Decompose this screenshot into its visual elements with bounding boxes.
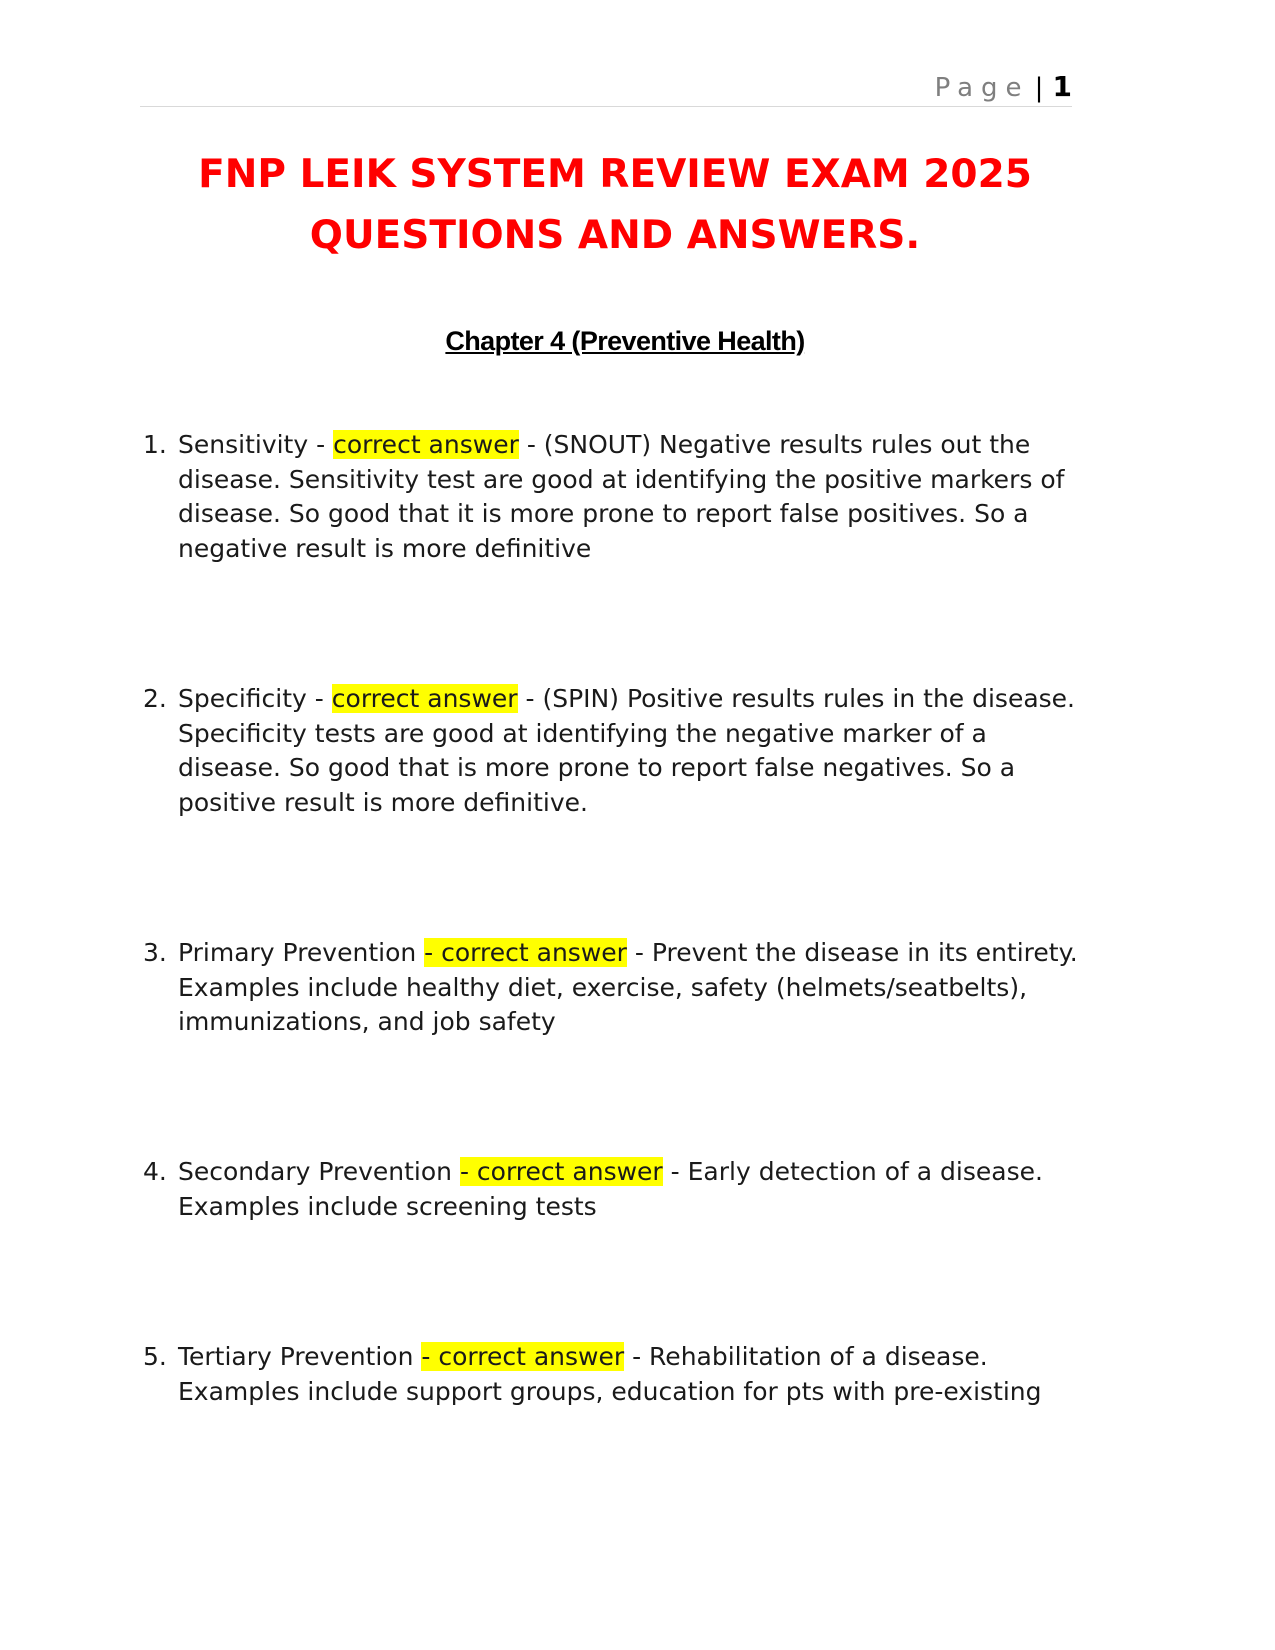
item-answer: - (SNOUT) Negative results rules out the disease. Sensitivity test are good at identifying the positive markers of disease. So good that it is more prone to report false positives. So a negative result is more definitive: [178, 430, 1065, 563]
item-number: 2.: [143, 684, 167, 713]
page-separator: |: [1034, 73, 1044, 103]
qa-item: [143, 936, 1083, 1040]
correct-answer-highlight: - correct answer: [424, 938, 627, 967]
page-label: Page: [934, 73, 1030, 103]
qa-item: [143, 1340, 1083, 1409]
item-body: [178, 1155, 1083, 1224]
correct-answer-highlight: - correct answer: [421, 1342, 625, 1371]
page-number: 1: [1052, 70, 1072, 103]
item-answer: - Early detection of a disease. Examples include screening tests: [178, 1157, 1043, 1221]
item-answer: - Rehabilitation of a disease. Examples include support groups, education for pts with pre-existing: [178, 1342, 1042, 1406]
item-body: [178, 682, 1083, 820]
item-term: Secondary Prevention: [178, 1157, 452, 1186]
item-answer: - (SPIN) Positive results rules in the disease. Specificity tests are good at identifying the negative marker of a disease. So good that is more prone to report false negatives. So a positive result is more definitive.: [178, 684, 1076, 817]
document-title: [140, 144, 1090, 266]
chapter-heading: Chapter 4 (Preventive Health): [445, 326, 805, 356]
item-term: Primary Prevention: [178, 938, 417, 967]
qa-item: [143, 1155, 1083, 1224]
item-number: 5.: [143, 1342, 167, 1371]
qa-item: [143, 428, 1083, 566]
correct-answer-highlight: - correct answer: [459, 1157, 663, 1186]
item-answer: - Prevent the disease in its entirety. Examples include healthy diet, exercise, safety (helmets/seatbelts), immunizations, and job safety: [178, 938, 1078, 1036]
title-line-2: QUESTIONS AND ANSWERS.: [309, 213, 921, 258]
qa-item: [143, 682, 1083, 820]
title-line-1: FNP LEIK SYSTEM REVIEW EXAM 2025: [198, 152, 1032, 197]
page-header: [140, 70, 1072, 107]
item-term: Sensitivity -: [178, 430, 326, 459]
item-number: 4.: [143, 1157, 167, 1186]
correct-answer-highlight: correct answer: [333, 430, 519, 459]
item-number: 3.: [143, 938, 167, 967]
item-body: [178, 428, 1083, 566]
item-body: [178, 936, 1083, 1040]
item-term: Specificity -: [178, 684, 324, 713]
item-body: [178, 1340, 1083, 1409]
item-term: Tertiary Prevention: [178, 1342, 414, 1371]
correct-answer-highlight: correct answer: [331, 684, 518, 713]
item-number: 1.: [143, 430, 167, 459]
